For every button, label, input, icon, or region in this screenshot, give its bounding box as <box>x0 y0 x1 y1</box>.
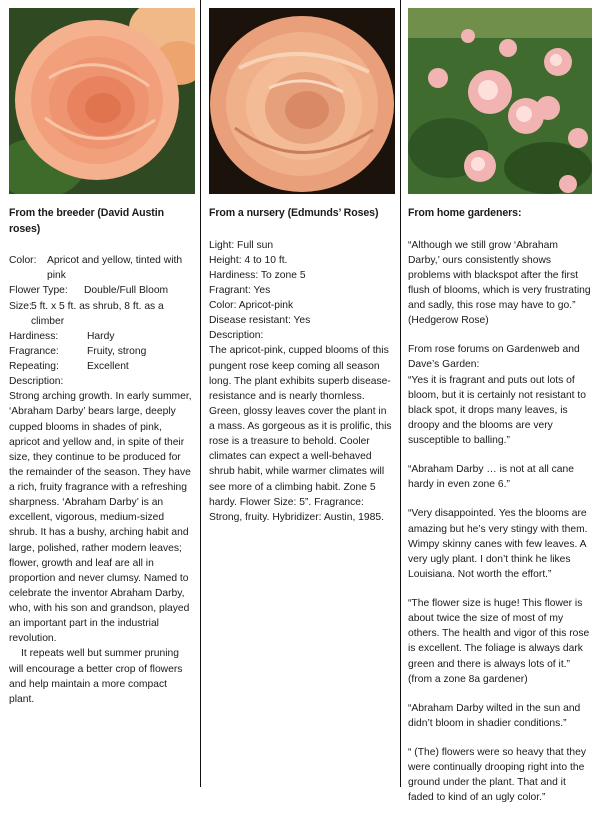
attribute-label: Flower Type: <box>9 285 68 297</box>
gardener-quote: “Abraham Darby wilted in the sun and didn’t bloom in shadier conditions.” <box>408 702 581 729</box>
gardener-quote: “Abraham Darby … is not at all cane hardy in even zone 6.” <box>408 464 574 491</box>
attribute-light: Light: Full sun <box>209 239 274 251</box>
attribute-value: Apricot and yellow, tinted with pink <box>47 255 183 282</box>
column-heading: From a nursery (Edmunds’ Roses) <box>209 207 379 219</box>
attribute-color: Color: Apricot-pink <box>209 300 294 312</box>
attribute-value: Hardy <box>87 330 115 342</box>
attribute-label: Hardiness: <box>9 330 59 342</box>
attribute-value: Excellent <box>87 361 129 372</box>
attribute-value: 5 ft. x 5 ft. as shrub, 8 ft. as a climber <box>31 300 164 327</box>
attribute-description-label <box>9 374 195 389</box>
attribute-fragrant: Fragrant: Yes <box>209 284 271 296</box>
breeder-pruning-note: It repeats well but summer pruning will encourage a better crop of flowers and help maintain a more compact plant. <box>9 648 183 705</box>
gardener-quote: “Very disappointed. Yes the blooms are amazing but he’s very stingy with them. Wimpy skinny canes with few leaves. A very ugly plant. I don’t think he likes Louisiana. Not worth the effort.” <box>408 508 588 580</box>
attribute-label: Color: <box>9 255 37 267</box>
attribute-repeating <box>9 359 195 374</box>
gardener-quote: From rose forums on Gardenweb and Dave’s Garden: “Yes it is fragrant and puts out lots of bloom, but it is certainly not resistant to black spot, it drops many leaves, is droopy and the blooms are very susceptible to balling.” <box>408 344 586 447</box>
attribute-color <box>9 253 195 283</box>
gardener-quote: “Although we still grow ‘Abraham Darby,’ ours consistently shows problems with blackspot after the first flush of blooms, which is very frustrating and sadly, this rose may have to go.” (Hedgerow Rose) <box>408 239 591 327</box>
attribute-flower-type <box>9 283 195 298</box>
column-divider <box>400 0 401 787</box>
rose-shrub-garden-photo <box>408 8 592 194</box>
gardener-quote: “ (The) flowers were so heavy that they were continually drooping right into the ground under the plant. That and it faded to kind of an ugly color.” <box>408 747 586 804</box>
attribute-hardiness <box>9 329 195 344</box>
attribute-label: Size: <box>9 300 32 312</box>
gardener-quote: “The flower size is huge! This flower is about twice the size of most of my others. The health and vigor of this rose is excellent. The foliage is always dark green and there is always lots of it.” (from a zone 8a gardener) <box>408 598 590 685</box>
attribute-hardiness: Hardiness: To zone 5 <box>209 269 306 281</box>
breeder-description: Strong arching growth. In early summer, ‘Abraham Darby’ bears large, deeply cupped blooms in shades of pink, apricot and yellow and, in spite of their size, they continue to be produced for the remainder of the season. They have a rich, fruity fragrance with a refreshing sharpness. ‘Abraham Darby’ is an excellent, vigorous, medium-sized shrub. It has a bushy, arching habit and large, polished, rather modern leaves; flower, growth and leaf are all in proportion and never clumsy. Named to celebrate the inventor Abraham Darby, who, with his son and grandson, played an important part in the industrial revolution. <box>9 391 192 645</box>
attribute-fragrance <box>9 344 195 359</box>
attribute-size <box>9 299 195 329</box>
attribute-disease-resistant: Disease resistant: Yes <box>209 315 311 327</box>
column-heading: From home gardeners: <box>408 207 522 219</box>
peach-rose-bloom-photo <box>209 8 395 194</box>
column-divider <box>200 0 201 787</box>
attribute-height: Height: 4 to 10 ft. <box>209 254 288 266</box>
attribute-label: Fragrance: <box>9 345 59 357</box>
attribute-label: Description: <box>9 376 64 388</box>
attribute-label: Repeating: <box>9 361 59 372</box>
attribute-description-label: Description: <box>209 330 264 342</box>
attribute-value: Fruity, strong <box>87 345 147 357</box>
nursery-description: The apricot-pink, cupped blooms of this pungent rose keep coming all season long. The plant exhibits superb disease-resistance and is nearly thornless. Green, glossy leaves cover the plant in a mass. As gorgeous as it is prolific, this rose is a treasure to behold. Cooler climates can expect a well-behaved shrub habit, while warmer climates will see more of a climbing habit. Zone 5 hardy. Flower Size: 5”. Fragrance: Strong, fruity. Hybridizer: Austin, 1985. <box>209 345 392 523</box>
gardeners-column <box>408 8 592 820</box>
attribute-value: Double/Full Bloom <box>84 285 169 297</box>
column-heading: From the breeder (David Austin roses) <box>9 207 164 235</box>
breeder-column <box>9 8 195 707</box>
nursery-column <box>209 8 395 525</box>
rose-bloom-closeup-photo <box>9 8 195 194</box>
